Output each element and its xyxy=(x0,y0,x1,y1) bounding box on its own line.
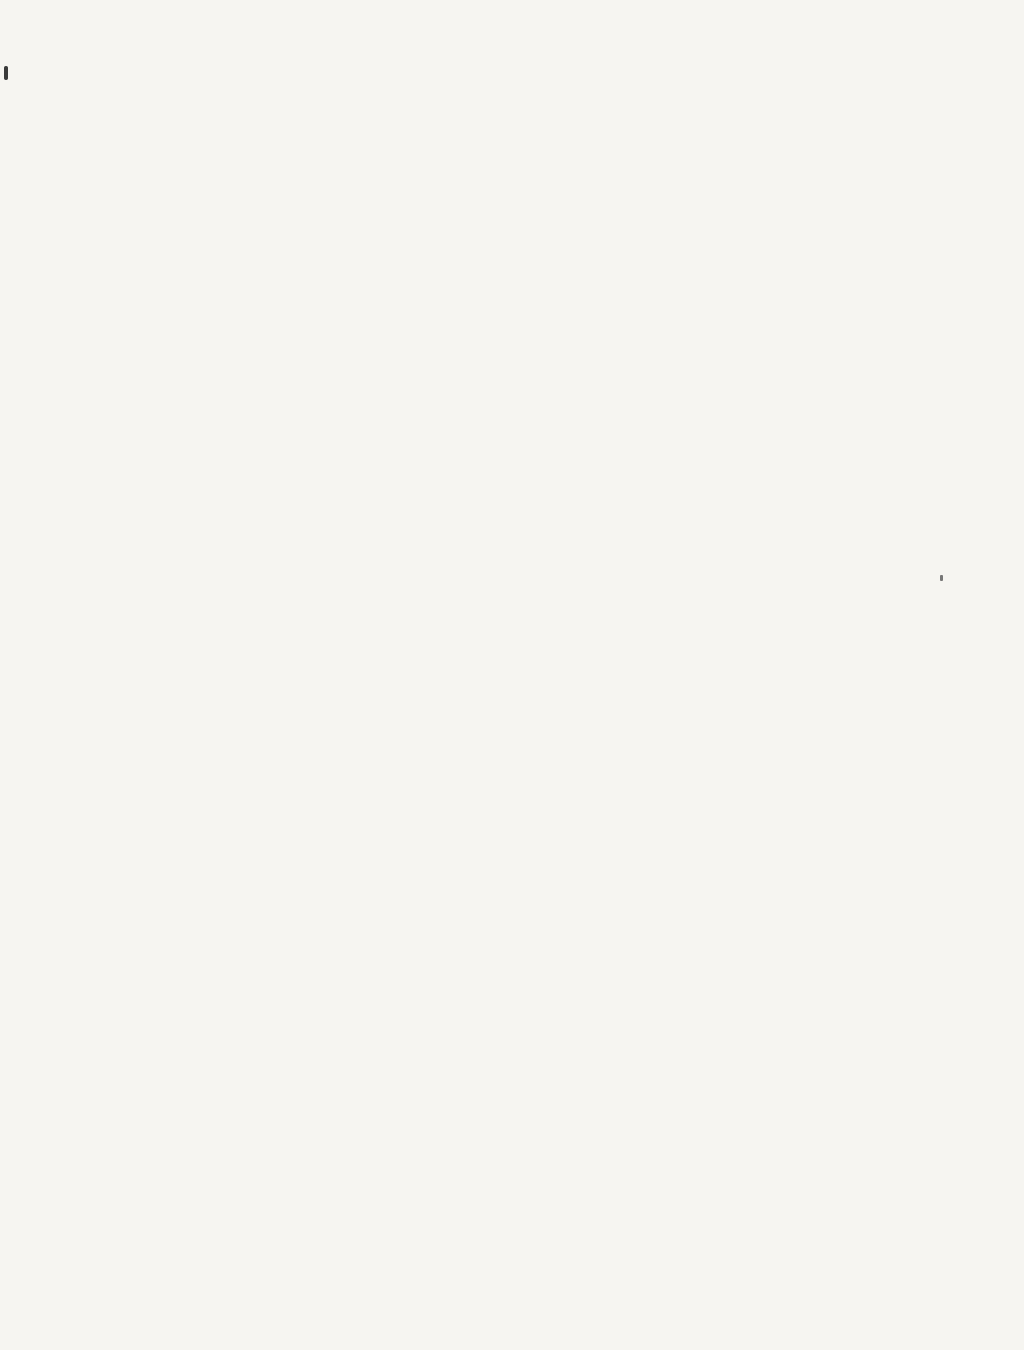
page-body xyxy=(163,56,913,106)
margin-mark xyxy=(940,575,943,581)
margin-mark xyxy=(4,66,8,80)
section-break-star xyxy=(163,60,913,104)
